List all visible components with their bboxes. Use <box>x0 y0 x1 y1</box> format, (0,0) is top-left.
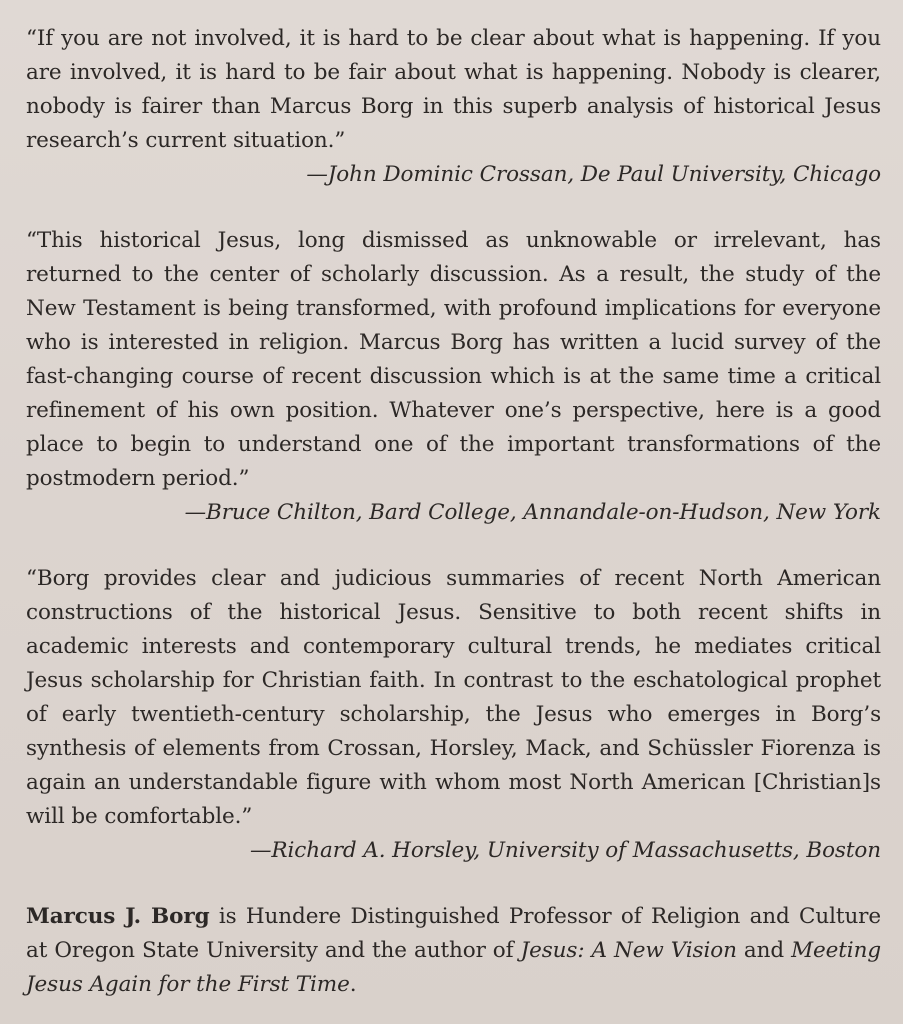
endorsement-quote: “If you are not involved, it is hard to be clear about what is happening. If you are involved, it is hard to be fair about what is happening. Nobody is clearer, nobody is fairer than Marcus Borg in this superb analysis of historical Jesus research’s current situation.” <box>26 26 881 153</box>
bio-text: . <box>349 972 357 997</box>
author-bio <box>26 900 881 1002</box>
endorsement-quote: “This historical Jesus, long dismissed as unknowable or irrelevant, has returned to the center of scholarly discussion. As a result, the study of the New Testament is being transformed, with profound implications for everyone who is interested in religion. Marcus Borg has written a lucid survey of the fast-changing course of recent discussion which is at the same time a critical refinement of his own position. Whatever one’s perspective, here is a good place to begin to understand one of the important transformations of the postmodern period.” <box>26 228 881 491</box>
bio-text: is Hundere Distinguished Professor of Religion and Culture at Oregon State University and the author of <box>26 904 881 963</box>
endorsement-attribution: —Richard A. Horsley, University of Massachusetts, Boston <box>250 838 881 863</box>
endorsement-horsley <box>26 562 881 868</box>
endorsement-crossan <box>26 22 881 192</box>
endorsement-attribution: —John Dominic Crossan, De Paul University, Chicago <box>306 162 881 187</box>
endorsement-quote: “Borg provides clear and judicious summaries of recent North American constructions of the historical Jesus. Sensitive to both recent shifts in academic interests and contemporary cultural trends, he mediates critical Jesus scholarship for Christian faith. In contrast to the eschatological prophet of early twentieth-century scholarship, the Jesus who emerges in Borg’s synthesis of elements from Crossan, Horsley, Mack, and Schüssler Fiorenza is again an understandable figure with whom most North American [Christian]s will be comfortable.” <box>26 566 881 829</box>
author-name: Marcus J. Borg <box>26 904 210 929</box>
book-title: Jesus: A New Vision <box>520 938 737 963</box>
bio-text: and <box>736 938 792 963</box>
endorsement-attribution: —Bruce Chilton, Bard College, Annandale-on-Hudson, New York <box>184 500 881 525</box>
endorsement-chilton <box>26 224 881 530</box>
book-title: Meeting Jesus Again for the First Time <box>26 938 881 997</box>
